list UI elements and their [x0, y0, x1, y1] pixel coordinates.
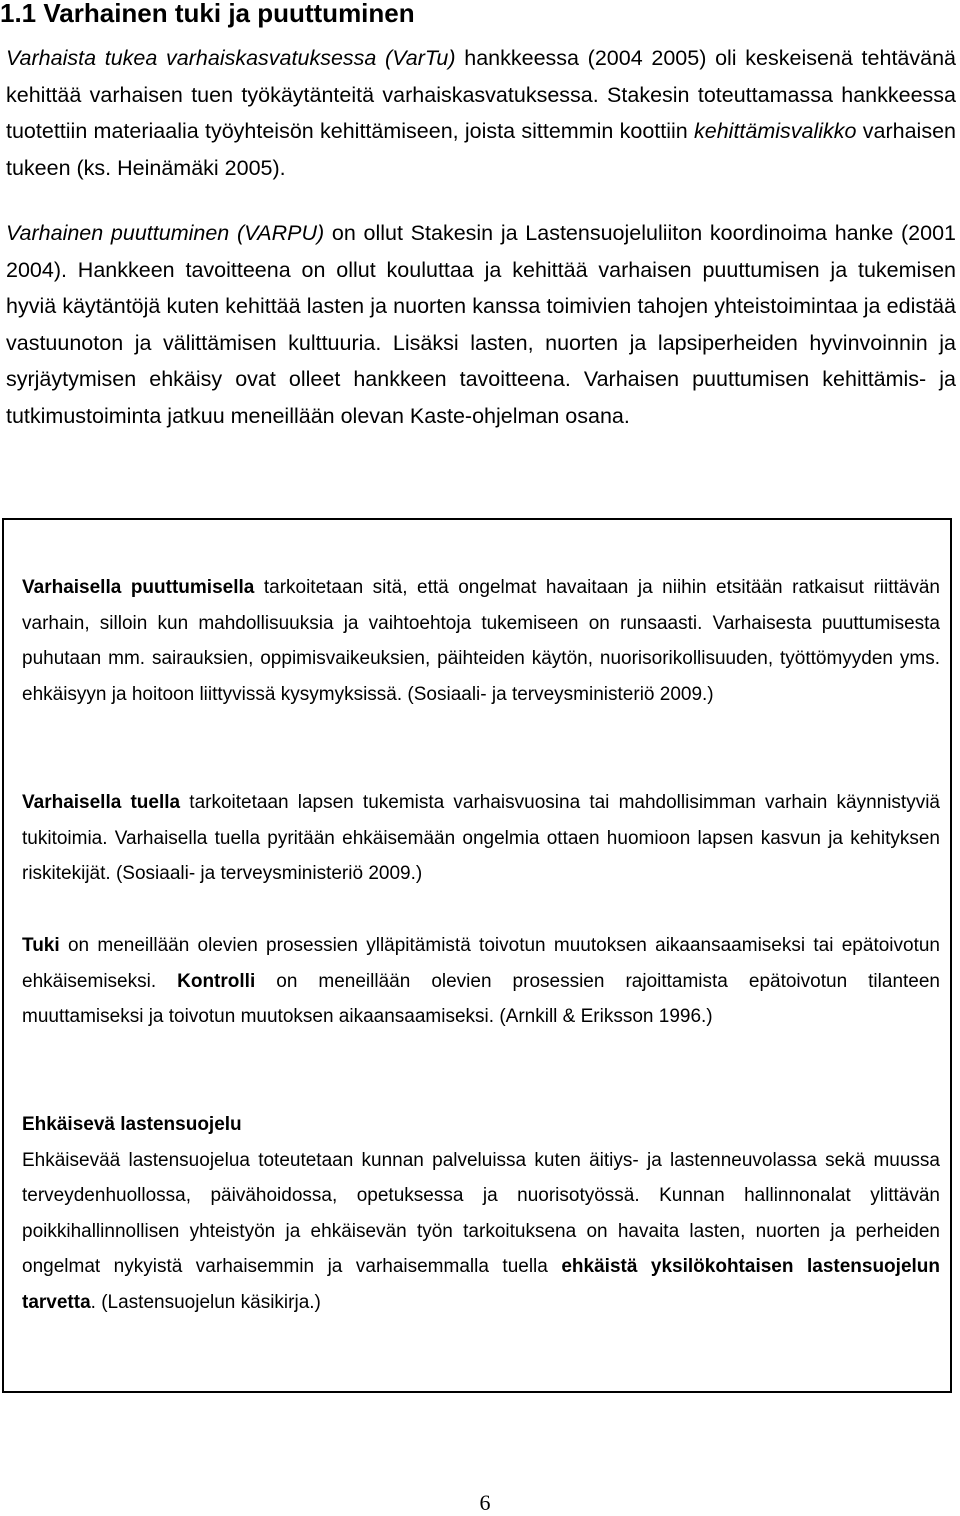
definitions-box	[2, 518, 952, 1393]
varpu-project-name: Varhainen puuttuminen (VARPU)	[6, 221, 325, 245]
definition-text: on meneillään olevien prosessien ylläpitämistä toivotun muutoksen aikaansaamiseksi tai epätoivotun ehkäisemiseksi.	[22, 935, 940, 992]
definition-text: tarkoitetaan sitä, että ongelmat havaitaan ja niihin etsitään ratkaisut riittävän varhain, silloin kun mahdollisuuksia ja vaihtoehtoja tukemiseen on runsaasti. Varhaisesta puuttumisesta puhutaan mm. sairauksien, oppimisvaikeuksien, päihteiden käytön, nuorisorikollisuuden, työttömyyden yms. ehkäisyyn ja hoitoon liittyvissä kysymyksissä. (Sosiaali- ja terveysministeriö 2009.)	[22, 577, 940, 705]
paragraph-vartu	[6, 40, 956, 186]
varpu-text: on ollut Stakesin ja Lastensuojeluliiton koordinoima hanke (2001 2004). Hankkeen tavoitteena on ollut kouluttaa ja kehittää varhaisen puuttumisen ja tukemisen hyviä käytäntöjä kuten kehittää lasten ja nuorten kanssa toimivien tahojen yhteistoimintaa ja edistää vastuunoton ja välittämisen kulttuuria. Lisäksi lasten, nuorten ja lapsiperheiden hyvinvoinnin ja syrjäytymisen ehkäisy ovat olleet hankkeen tavoitteena. Varhaisen puuttumisen kehittämis- ja tutkimustoiminta jatkuu meneillään olevan Kaste-ohjelman osana.	[6, 221, 956, 428]
paragraph-varpu	[6, 215, 956, 434]
definition-emphasis: ehkäistä yksilökohtaisen lastensuojelun tarvetta	[22, 1256, 941, 1313]
kehittamisvalikko-term: kehittämisvalikko	[694, 119, 857, 143]
definition-term-tuki: Tuki	[22, 935, 60, 956]
definition-tuki-kontrolli	[22, 928, 940, 1035]
definition-term-kontrolli: Kontrolli	[177, 970, 256, 992]
definition-term: Varhaisella tuella	[22, 792, 181, 813]
vartu-text-end: varhaisen tukeen (ks. Heinämäki 2005).	[6, 119, 956, 180]
definition-term: Varhaisella puuttumisella	[22, 577, 255, 598]
definition-title: Ehkäisevä lastensuojelu	[22, 1114, 242, 1135]
page-number: 6	[479, 1490, 491, 1515]
definition-varhainen-tuki	[22, 785, 940, 892]
definition-text: Ehkäisevää lastensuojelua toteutetaan kunnan palveluissa kuten äitiys- ja lastenneuvolassa sekä muussa terveydenhuollossa, päivähoidossa, opetuksessa ja nuorisotyössä. Kunnan hallinnonalat ylittävän poikkihallinnollisen yhteistyön ja ehkäisevän työn tarkoituksena on havaita lasten, nuorten ja perheiden ongelmat nykyistä varhaisemmin ja varhaisemmalla tuella	[22, 1149, 940, 1277]
vartu-project-name: Varhaista tukea varhaiskasvatuksessa (VarTu)	[6, 46, 456, 70]
definition-varhainen-puuttuminen	[22, 570, 940, 712]
definition-text: tarkoitetaan lapsen tukemista varhaisvuosina tai mahdollisimman varhain käynnistyviä tukitoimia. Varhaisella tuella pyritään ehkäisemään ongelmia ottaen huomioon lapsen kasvun ja kehityksen riskitekijät. (Sosiaali- ja terveysministeriö 2009.)	[22, 792, 940, 884]
definition-ehkaiseva-lastensuojelu	[22, 1107, 940, 1320]
section-heading: 1.1 Varhainen tuki ja puuttuminen	[0, 0, 415, 28]
definition-text-end: on meneillään olevien prosessien rajoittamista epätoivotun tilanteen muuttamiseksi ja toivotun muutoksen aikaansaamiseksi. (Arnkill & Eriksson 1996.)	[22, 970, 940, 1027]
definition-text-end: . (Lastensuojelun käsikirja.)	[90, 1291, 321, 1313]
vartu-text: hankkeessa (2004 2005) oli keskeisenä tehtävänä kehittää varhaisen tuen työkäytänteitä varhaiskasvatuksessa. Stakesin toteuttamassa hankkeessa tuotettiin materiaalia työyhteisön kehittämiseen, joista sittemmin koottiin	[6, 46, 956, 143]
